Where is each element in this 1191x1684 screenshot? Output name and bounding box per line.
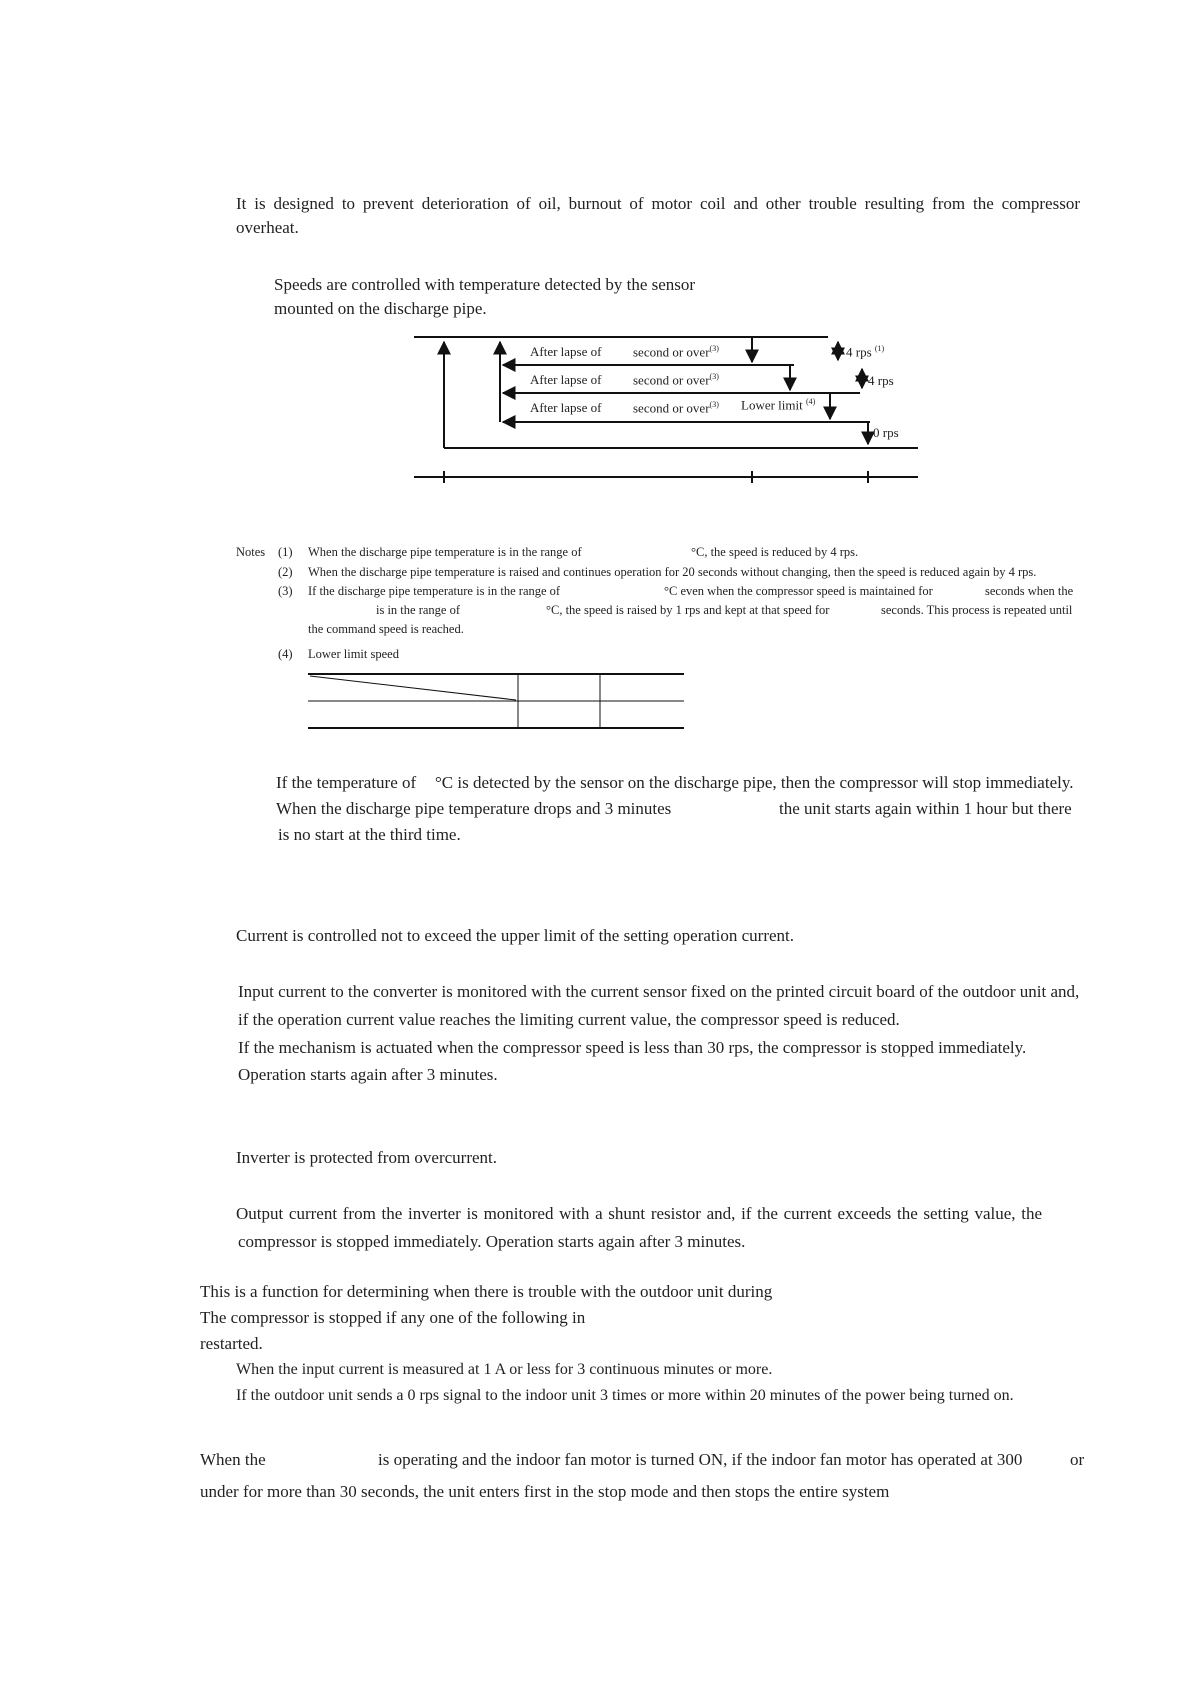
note-1-text-b: °C, the speed is reduced by 4 rps. — [691, 545, 859, 559]
stop-line1-b: °C is detected by the sensor on the discharge pipe, then the compressor will stop immediately. — [435, 773, 1074, 792]
diagram-rps-2: 4 rps — [868, 373, 894, 388]
diagram-row2-lapse: After lapse of — [530, 372, 602, 387]
notes-label: Notes — [236, 545, 266, 559]
current-control-desc-4: Operation starts again after 3 minutes. — [238, 1065, 498, 1084]
note-4-number: (4) — [278, 647, 293, 661]
note-3-text-e: °C, the speed is raised by 1 rps and kept at that speed for — [546, 603, 830, 617]
note-3-text-g: the command speed is reached. — [308, 622, 464, 636]
overcurrent-desc-1: Output current from the inverter is monitored with a shunt resistor and, if the current exceeds the setting value, the — [236, 1204, 1042, 1223]
overcurrent-purpose: Inverter is protected from overcurrent. — [236, 1148, 498, 1167]
stop-line1-a: If the temperature of — [276, 773, 417, 792]
note-3-text-d: is in the range of — [376, 603, 461, 617]
diagram-row3-lapse: After lapse of — [530, 400, 602, 415]
diagram-row3-second — [633, 400, 719, 416]
diagram-lower-limit-note: (4) — [806, 397, 816, 406]
diagram-row1-second — [633, 344, 719, 360]
note-2-text: When the discharge pipe temperature is raised and continues operation for 20 seconds without changing, then the speed is reduced again by 4 rps. — [308, 565, 1037, 579]
note-3-text-b: °C even when the compressor speed is maintained for — [664, 584, 933, 598]
diagram-rps-3: 0 rps — [873, 425, 899, 440]
stop-line2-b: the unit starts again within 1 hour but there — [779, 799, 1072, 818]
note-1-text-a: When the discharge pipe temperature is in the range of — [308, 545, 582, 559]
trouble-line3: restarted. — [200, 1334, 263, 1353]
diagram-lower-limit — [741, 397, 815, 413]
diagram-row1-note: (3) — [709, 344, 719, 353]
overheat-purpose-line2: overheat. — [236, 218, 299, 237]
overcurrent-desc-2: compressor is stopped immediately. Operation starts again after 3 minutes. — [238, 1232, 746, 1251]
current-control-desc-2: if the operation current value reaches the limiting current value, the compressor speed is reduced. — [238, 1010, 900, 1029]
note-3-text-c: seconds when the — [985, 584, 1074, 598]
lower-limit-table-diagonal — [310, 676, 516, 700]
note-3-number: (3) — [278, 584, 293, 598]
stop-line2-a: When the discharge pipe temperature drops and 3 minutes — [276, 799, 672, 818]
overheat-control-line2: mounted on the discharge pipe. — [274, 299, 487, 318]
overheat-purpose-line1: It is designed to prevent deterioration of oil, burnout of motor coil and other trouble resulting from the compressor — [236, 194, 1080, 213]
diagram-row2-note: (3) — [709, 372, 719, 381]
trouble-condition-1: When the input current is measured at 1 A or less for 3 continuous minutes or more. — [236, 1361, 773, 1378]
note-4-text: Lower limit speed — [308, 647, 399, 661]
current-control-desc-3: If the mechanism is actuated when the compressor speed is less than 30 rps, the compressor is stopped immediately. — [238, 1038, 1027, 1057]
diagram-row2-second — [633, 372, 719, 388]
trouble-line2: The compressor is stopped if any one of the following in — [200, 1308, 586, 1327]
fan-line1-b: is operating and the indoor fan motor is turned ON, if the indoor fan motor has operated at 300 — [378, 1450, 1023, 1469]
diagram-lower-limit-text: Lower limit — [741, 397, 803, 413]
diagram-row3-second-text: second or over — [633, 400, 710, 416]
note-1-number: (1) — [278, 545, 293, 559]
diagram-rps-1 — [846, 344, 884, 360]
note-3-text-a: If the discharge pipe temperature is in the range of — [308, 584, 561, 598]
fan-line2: under for more than 30 seconds, the unit enters first in the stop mode and then stops the entire system — [200, 1482, 890, 1501]
stop-line3: is no start at the third time. — [278, 825, 461, 844]
note-2-number: (2) — [278, 565, 293, 579]
note-3-text-f: seconds. This process is repeated until — [881, 603, 1073, 617]
diagram-row2-second-text: second or over — [633, 372, 710, 388]
overheat-control-line1: Speeds are controlled with temperature detected by the sensor — [274, 275, 696, 294]
trouble-condition-2: If the outdoor unit sends a 0 rps signal to the indoor unit 3 times or more within 20 minutes of the power being turned on. — [236, 1387, 1014, 1404]
diagram-row3-note: (3) — [709, 400, 719, 409]
diagram-row1-second-text: second or over — [633, 344, 710, 360]
diagram-rps-1-note: (1) — [874, 344, 885, 353]
diagram-row1-lapse: After lapse of — [530, 344, 602, 359]
trouble-line1: This is a function for determining when there is trouble with the outdoor unit during — [200, 1282, 773, 1301]
fan-line1-c: or — [1070, 1450, 1085, 1469]
diagram-rps-1-text: 4 rps — [846, 344, 872, 360]
current-control-desc-1: Input current to the converter is monitored with the current sensor fixed on the printed circuit board of the outdoor unit and, — [238, 982, 1080, 1001]
current-control-purpose: Current is controlled not to exceed the upper limit of the setting operation current. — [236, 926, 795, 945]
fan-line1-a: When the — [200, 1450, 266, 1469]
